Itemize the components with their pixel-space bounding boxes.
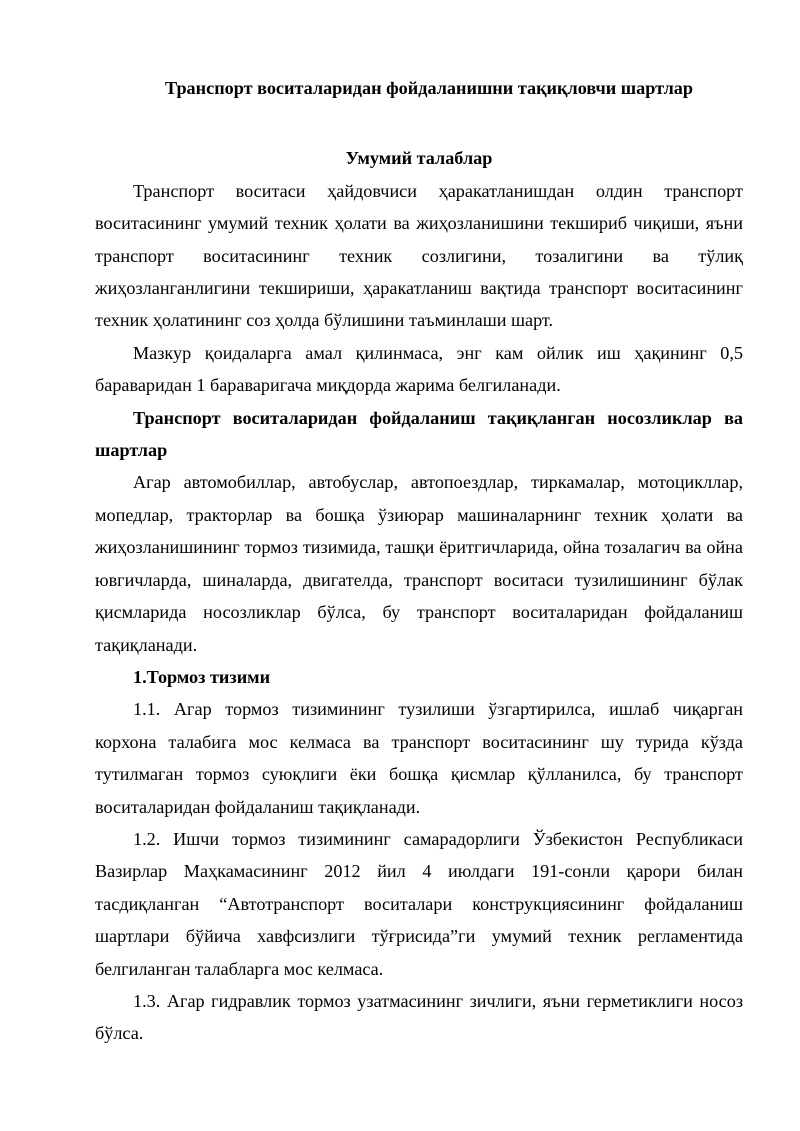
document-title: Транспорт воситаларидан фойдаланишни тақиқловчи шартлар [165,78,693,98]
document-page [95,72,743,1050]
paragraph-1-2: 1.2. Ишчи тормоз тизимининг самарадорлиги Ўзбекистон Республикаси Вазирлар Маҳкамасининг 2012 йил 4 июлдаги 191-сонли қарори билан тасдиқланган “Автотранспорт воситалари конструкциясининг фойдаланиш шартлари бўйича хавфсизлиги тўғрисида”ги умумий техник регламентида белгиланган талабларга мос келмаса. [95,828,743,979]
paragraph-driver-duty: Транспорт воситаси ҳайдовчиси ҳаракатланишдан олдин транспорт воситасининг умумий техник ҳолати ва жиҳозланишини текшириб чиқиши, яъни транспорт воситасининг техник созлигини, тозалигини ва тўлиқ жиҳозланганлигини текшириши, ҳаракатланиш вақтида транспорт воситасининг техник ҳолатининг соз ҳолда бўлишини таъминлаши шарт. [95,180,743,331]
paragraph-prohibition: Агар автомобиллар, автобуслар, автопоездлар, тиркамалар, мотоцикллар, мопедлар, тракторлар ва бошқа ўзиюрар машиналарнинг техник ҳолати ва жиҳозланишининг тормоз тизимида, ташқи ёритгичларида, ойна тозалагич ва ойна ювгичларда, шиналарда, двигателда, транспорт воситаси тузилишининг бўлак қисмларида носозликлар бўлса, бу транспорт воситаларидан фойдаланиш тақиқланади. [95,472,743,655]
paragraph-fine: Мазкур қоидаларга амал қилинмаса, энг кам ойлик иш ҳақининг 0,5 бараваридан 1 бараваригача миқдорда жарима белгиланади. [95,342,743,396]
brake-system-heading: 1.Тормоз тизими [133,666,271,687]
paragraph-1-1: 1.1. Агар тормоз тизимининг тузилиши ўзгартирилса, ишлаб чиқарган корхона талабига мос келмаса ва транспорт воситасининг шу турида кўзда тутилмаган тормоз суюқлиги ёки бошқа қисмлар қўлланилса, бу транспорт воситаларидан фойдаланиш тақиқланади. [95,699,743,817]
section-heading: Умумий талаблар [345,148,493,169]
paragraph-1-3: 1.3. Агар гидравлик тормоз узатмасининг зичлиги, яъни герметиклиги носоз бўлса. [95,990,743,1044]
subsection-title: Транспорт воситаларидан фойдаланиш тақиқланган носозликлар ва шартлар [95,407,743,461]
